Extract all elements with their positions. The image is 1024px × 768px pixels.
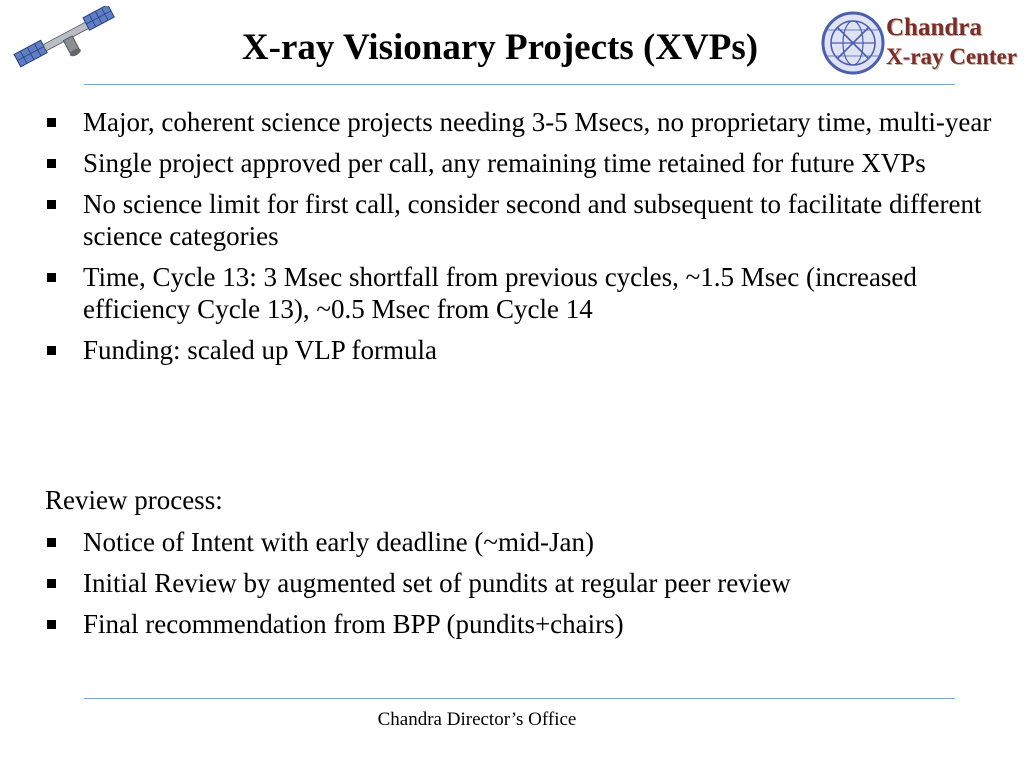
bullet-text: Time, Cycle 13: 3 Msec shortfall from previous cycles, ~1.5 Msec (increased efficiency Cycle 13), ~0.5 Msec from Cycle 14 <box>83 262 917 324</box>
header-divider <box>84 84 955 85</box>
logo-text-chandra: Chandra <box>886 14 982 41</box>
bullet-item <box>0 567 1024 599</box>
square-bullet-icon <box>47 273 56 282</box>
bullet-text: Single project approved per call, any remaining time retained for future XVPs <box>83 148 926 178</box>
bullet-text: Major, coherent science projects needing 3-5 Msecs, no proprietary time, multi-year <box>83 107 992 137</box>
chandra-satellite-icon <box>8 6 126 76</box>
bullet-item <box>0 147 1024 179</box>
review-bullet-list <box>0 526 1024 649</box>
xvp-bullet-list <box>0 106 1024 375</box>
footer-text: Chandra Director’s Office <box>377 709 577 730</box>
square-bullet-icon <box>47 620 56 629</box>
square-bullet-icon <box>47 579 56 588</box>
square-bullet-icon <box>47 118 56 127</box>
square-bullet-icon <box>47 346 56 355</box>
bullet-item <box>0 188 1024 252</box>
footer-divider <box>84 698 955 699</box>
bullet-text: Funding: scaled up VLP formula <box>83 335 437 365</box>
square-bullet-icon <box>47 159 56 168</box>
bullet-text: Final recommendation from BPP (pundits+chairs) <box>83 609 624 639</box>
review-process-heading: Review process: <box>45 485 223 515</box>
bullet-text: No science limit for first call, consider second and subsequent to facilitate different science categories <box>83 189 982 251</box>
logo-text-xray-center: X-ray Center <box>886 44 1017 69</box>
bullet-item <box>0 261 1024 325</box>
bullet-text: Notice of Intent with early deadline (~mid-Jan) <box>83 527 594 557</box>
square-bullet-icon <box>47 200 56 209</box>
slide-title: X-ray Visionary Projects (XVPs) <box>241 27 759 68</box>
chandra-xray-center-logo <box>818 6 1022 80</box>
bullet-item <box>0 526 1024 558</box>
chandra-emblem-icon <box>820 8 886 78</box>
bullet-text: Initial Review by augmented set of pundits at regular peer review <box>83 568 791 598</box>
bullet-item <box>0 106 1024 138</box>
bullet-item <box>0 334 1024 366</box>
bullet-item <box>0 608 1024 640</box>
square-bullet-icon <box>47 538 56 547</box>
